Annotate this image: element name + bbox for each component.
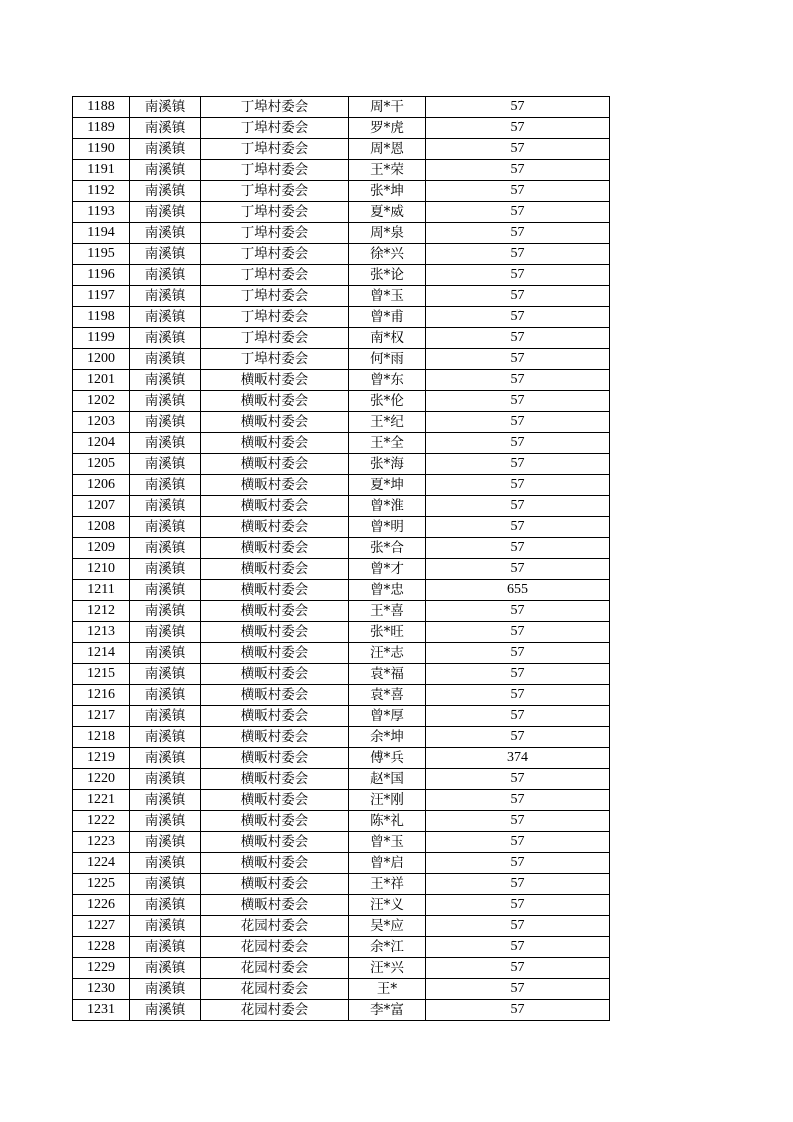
- row-number: 1217: [73, 706, 130, 727]
- town-cell: 南溪镇: [130, 244, 201, 265]
- village-cell: 横畈村委会: [201, 496, 349, 517]
- amount-cell: 57: [426, 118, 610, 139]
- person-name-cell: 曾*启: [349, 853, 426, 874]
- table-row: [73, 664, 610, 685]
- village-cell: 丁埠村委会: [201, 118, 349, 139]
- amount-cell: 374: [426, 748, 610, 769]
- town-cell: 南溪镇: [130, 937, 201, 958]
- town-cell: 南溪镇: [130, 349, 201, 370]
- row-number: 1191: [73, 160, 130, 181]
- village-cell: 横畈村委会: [201, 601, 349, 622]
- row-number: 1207: [73, 496, 130, 517]
- town-cell: 南溪镇: [130, 979, 201, 1000]
- row-number: 1230: [73, 979, 130, 1000]
- row-number: 1219: [73, 748, 130, 769]
- row-number: 1194: [73, 223, 130, 244]
- person-name-cell: 王*纪: [349, 412, 426, 433]
- person-name-cell: 王*全: [349, 433, 426, 454]
- table-row: [73, 1000, 610, 1021]
- town-cell: 南溪镇: [130, 454, 201, 475]
- row-number: 1190: [73, 139, 130, 160]
- table-row: [73, 307, 610, 328]
- town-cell: 南溪镇: [130, 202, 201, 223]
- row-number: 1206: [73, 475, 130, 496]
- person-name-cell: 汪*义: [349, 895, 426, 916]
- amount-cell: 57: [426, 202, 610, 223]
- table-row: [73, 412, 610, 433]
- town-cell: 南溪镇: [130, 328, 201, 349]
- table-row: [73, 979, 610, 1000]
- person-name-cell: 张*论: [349, 265, 426, 286]
- amount-cell: 57: [426, 454, 610, 475]
- table-row: [73, 97, 610, 118]
- table-row: [73, 370, 610, 391]
- amount-cell: 57: [426, 139, 610, 160]
- row-number: 1189: [73, 118, 130, 139]
- town-cell: 南溪镇: [130, 118, 201, 139]
- amount-cell: 57: [426, 244, 610, 265]
- village-cell: 丁埠村委会: [201, 181, 349, 202]
- amount-cell: 57: [426, 538, 610, 559]
- amount-cell: 57: [426, 307, 610, 328]
- row-number: 1204: [73, 433, 130, 454]
- table-row: [73, 916, 610, 937]
- village-cell: 横畈村委会: [201, 475, 349, 496]
- amount-cell: 57: [426, 790, 610, 811]
- town-cell: 南溪镇: [130, 769, 201, 790]
- person-name-cell: 余*江: [349, 937, 426, 958]
- town-cell: 南溪镇: [130, 496, 201, 517]
- amount-cell: 57: [426, 916, 610, 937]
- amount-cell: 57: [426, 475, 610, 496]
- amount-cell: 57: [426, 160, 610, 181]
- village-cell: 横畈村委会: [201, 517, 349, 538]
- town-cell: 南溪镇: [130, 622, 201, 643]
- town-cell: 南溪镇: [130, 160, 201, 181]
- amount-cell: 57: [426, 664, 610, 685]
- person-name-cell: 曾*厚: [349, 706, 426, 727]
- table-row: [73, 601, 610, 622]
- amount-cell: 57: [426, 496, 610, 517]
- amount-cell: 57: [426, 97, 610, 118]
- town-cell: 南溪镇: [130, 1000, 201, 1021]
- table-row: [73, 160, 610, 181]
- town-cell: 南溪镇: [130, 727, 201, 748]
- town-cell: 南溪镇: [130, 97, 201, 118]
- person-name-cell: 王*: [349, 979, 426, 1000]
- person-name-cell: 袁*喜: [349, 685, 426, 706]
- village-cell: 丁埠村委会: [201, 97, 349, 118]
- row-number: 1192: [73, 181, 130, 202]
- amount-cell: 57: [426, 853, 610, 874]
- person-name-cell: 王*荣: [349, 160, 426, 181]
- row-number: 1211: [73, 580, 130, 601]
- town-cell: 南溪镇: [130, 139, 201, 160]
- town-cell: 南溪镇: [130, 307, 201, 328]
- town-cell: 南溪镇: [130, 832, 201, 853]
- amount-cell: 57: [426, 559, 610, 580]
- row-number: 1202: [73, 391, 130, 412]
- town-cell: 南溪镇: [130, 874, 201, 895]
- amount-cell: 57: [426, 601, 610, 622]
- town-cell: 南溪镇: [130, 706, 201, 727]
- person-name-cell: 陈*礼: [349, 811, 426, 832]
- village-cell: 横畈村委会: [201, 664, 349, 685]
- table-row: [73, 580, 610, 601]
- row-number: 1221: [73, 790, 130, 811]
- amount-cell: 57: [426, 181, 610, 202]
- village-cell: 丁埠村委会: [201, 202, 349, 223]
- row-number: 1227: [73, 916, 130, 937]
- person-name-cell: 张*合: [349, 538, 426, 559]
- person-name-cell: 南*权: [349, 328, 426, 349]
- village-cell: 丁埠村委会: [201, 244, 349, 265]
- table-body: [73, 97, 610, 1021]
- amount-cell: 57: [426, 412, 610, 433]
- town-cell: 南溪镇: [130, 748, 201, 769]
- village-cell: 花园村委会: [201, 937, 349, 958]
- person-name-cell: 汪*兴: [349, 958, 426, 979]
- amount-cell: 57: [426, 643, 610, 664]
- village-cell: 横畈村委会: [201, 454, 349, 475]
- table-row: [73, 181, 610, 202]
- person-name-cell: 曾*东: [349, 370, 426, 391]
- amount-cell: 655: [426, 580, 610, 601]
- person-name-cell: 汪*志: [349, 643, 426, 664]
- row-number: 1188: [73, 97, 130, 118]
- row-number: 1215: [73, 664, 130, 685]
- row-number: 1223: [73, 832, 130, 853]
- row-number: 1218: [73, 727, 130, 748]
- town-cell: 南溪镇: [130, 664, 201, 685]
- person-name-cell: 王*喜: [349, 601, 426, 622]
- amount-cell: 57: [426, 958, 610, 979]
- table-row: [73, 265, 610, 286]
- person-name-cell: 汪*刚: [349, 790, 426, 811]
- village-cell: 横畈村委会: [201, 685, 349, 706]
- table-row: [73, 874, 610, 895]
- row-number: 1205: [73, 454, 130, 475]
- person-name-cell: 张*旺: [349, 622, 426, 643]
- amount-cell: 57: [426, 685, 610, 706]
- village-cell: 丁埠村委会: [201, 160, 349, 181]
- village-cell: 横畈村委会: [201, 433, 349, 454]
- row-number: 1212: [73, 601, 130, 622]
- row-number: 1198: [73, 307, 130, 328]
- village-cell: 横畈村委会: [201, 706, 349, 727]
- town-cell: 南溪镇: [130, 433, 201, 454]
- person-name-cell: 何*雨: [349, 349, 426, 370]
- amount-cell: 57: [426, 349, 610, 370]
- town-cell: 南溪镇: [130, 265, 201, 286]
- amount-cell: 57: [426, 811, 610, 832]
- table-row: [73, 748, 610, 769]
- row-number: 1222: [73, 811, 130, 832]
- town-cell: 南溪镇: [130, 811, 201, 832]
- table-row: [73, 727, 610, 748]
- table-row: [73, 391, 610, 412]
- town-cell: 南溪镇: [130, 517, 201, 538]
- row-number: 1196: [73, 265, 130, 286]
- town-cell: 南溪镇: [130, 958, 201, 979]
- person-name-cell: 曾*忠: [349, 580, 426, 601]
- person-name-cell: 周*干: [349, 97, 426, 118]
- table-row: [73, 118, 610, 139]
- row-number: 1213: [73, 622, 130, 643]
- amount-cell: 57: [426, 433, 610, 454]
- village-cell: 丁埠村委会: [201, 328, 349, 349]
- person-name-cell: 吴*应: [349, 916, 426, 937]
- person-name-cell: 赵*国: [349, 769, 426, 790]
- table-row: [73, 517, 610, 538]
- village-cell: 横畈村委会: [201, 811, 349, 832]
- town-cell: 南溪镇: [130, 538, 201, 559]
- village-cell: 花园村委会: [201, 1000, 349, 1021]
- table-row: [73, 643, 610, 664]
- subsidy-table: [72, 96, 610, 1021]
- row-number: 1225: [73, 874, 130, 895]
- table-row: [73, 328, 610, 349]
- table-row: [73, 790, 610, 811]
- village-cell: 横畈村委会: [201, 790, 349, 811]
- person-name-cell: 李*富: [349, 1000, 426, 1021]
- amount-cell: 57: [426, 517, 610, 538]
- town-cell: 南溪镇: [130, 181, 201, 202]
- town-cell: 南溪镇: [130, 853, 201, 874]
- amount-cell: 57: [426, 286, 610, 307]
- table-row: [73, 853, 610, 874]
- town-cell: 南溪镇: [130, 790, 201, 811]
- village-cell: 横畈村委会: [201, 853, 349, 874]
- person-name-cell: 罗*虎: [349, 118, 426, 139]
- table-row: [73, 811, 610, 832]
- village-cell: 横畈村委会: [201, 748, 349, 769]
- person-name-cell: 张*海: [349, 454, 426, 475]
- row-number: 1199: [73, 328, 130, 349]
- row-number: 1193: [73, 202, 130, 223]
- table-row: [73, 706, 610, 727]
- table-row: [73, 433, 610, 454]
- row-number: 1220: [73, 769, 130, 790]
- amount-cell: 57: [426, 370, 610, 391]
- table-row: [73, 496, 610, 517]
- town-cell: 南溪镇: [130, 601, 201, 622]
- row-number: 1228: [73, 937, 130, 958]
- row-number: 1195: [73, 244, 130, 265]
- village-cell: 丁埠村委会: [201, 307, 349, 328]
- person-name-cell: 曾*甫: [349, 307, 426, 328]
- village-cell: 花园村委会: [201, 916, 349, 937]
- town-cell: 南溪镇: [130, 286, 201, 307]
- person-name-cell: 余*坤: [349, 727, 426, 748]
- row-number: 1231: [73, 1000, 130, 1021]
- village-cell: 横畈村委会: [201, 832, 349, 853]
- person-name-cell: 周*泉: [349, 223, 426, 244]
- amount-cell: 57: [426, 328, 610, 349]
- row-number: 1229: [73, 958, 130, 979]
- person-name-cell: 夏*坤: [349, 475, 426, 496]
- town-cell: 南溪镇: [130, 559, 201, 580]
- village-cell: 横畈村委会: [201, 559, 349, 580]
- table-row: [73, 958, 610, 979]
- town-cell: 南溪镇: [130, 223, 201, 244]
- town-cell: 南溪镇: [130, 916, 201, 937]
- table-row: [73, 223, 610, 244]
- village-cell: 横畈村委会: [201, 769, 349, 790]
- row-number: 1216: [73, 685, 130, 706]
- amount-cell: 57: [426, 937, 610, 958]
- amount-cell: 57: [426, 391, 610, 412]
- amount-cell: 57: [426, 1000, 610, 1021]
- table-row: [73, 895, 610, 916]
- table-row: [73, 475, 610, 496]
- amount-cell: 57: [426, 832, 610, 853]
- village-cell: 横畈村委会: [201, 874, 349, 895]
- person-name-cell: 袁*福: [349, 664, 426, 685]
- person-name-cell: 曾*淮: [349, 496, 426, 517]
- village-cell: 丁埠村委会: [201, 349, 349, 370]
- village-cell: 横畈村委会: [201, 412, 349, 433]
- row-number: 1203: [73, 412, 130, 433]
- village-cell: 花园村委会: [201, 958, 349, 979]
- town-cell: 南溪镇: [130, 580, 201, 601]
- town-cell: 南溪镇: [130, 412, 201, 433]
- amount-cell: 57: [426, 223, 610, 244]
- table-row: [73, 286, 610, 307]
- village-cell: 丁埠村委会: [201, 265, 349, 286]
- person-name-cell: 曾*才: [349, 559, 426, 580]
- table-row: [73, 202, 610, 223]
- amount-cell: 57: [426, 727, 610, 748]
- village-cell: 横畈村委会: [201, 643, 349, 664]
- village-cell: 横畈村委会: [201, 370, 349, 391]
- table-row: [73, 244, 610, 265]
- amount-cell: 57: [426, 895, 610, 916]
- table-row: [73, 685, 610, 706]
- town-cell: 南溪镇: [130, 643, 201, 664]
- amount-cell: 57: [426, 874, 610, 895]
- amount-cell: 57: [426, 706, 610, 727]
- amount-cell: 57: [426, 265, 610, 286]
- person-name-cell: 张*坤: [349, 181, 426, 202]
- person-name-cell: 傅*兵: [349, 748, 426, 769]
- town-cell: 南溪镇: [130, 685, 201, 706]
- table-row: [73, 559, 610, 580]
- village-cell: 花园村委会: [201, 979, 349, 1000]
- village-cell: 横畈村委会: [201, 580, 349, 601]
- person-name-cell: 夏*威: [349, 202, 426, 223]
- table-row: [73, 937, 610, 958]
- village-cell: 丁埠村委会: [201, 139, 349, 160]
- person-name-cell: 徐*兴: [349, 244, 426, 265]
- town-cell: 南溪镇: [130, 475, 201, 496]
- village-cell: 横畈村委会: [201, 538, 349, 559]
- table-row: [73, 538, 610, 559]
- amount-cell: 57: [426, 979, 610, 1000]
- person-name-cell: 王*祥: [349, 874, 426, 895]
- table-row: [73, 454, 610, 475]
- town-cell: 南溪镇: [130, 391, 201, 412]
- village-cell: 横畈村委会: [201, 895, 349, 916]
- village-cell: 横畈村委会: [201, 622, 349, 643]
- row-number: 1200: [73, 349, 130, 370]
- person-name-cell: 周*恩: [349, 139, 426, 160]
- row-number: 1214: [73, 643, 130, 664]
- row-number: 1224: [73, 853, 130, 874]
- village-cell: 丁埠村委会: [201, 223, 349, 244]
- row-number: 1208: [73, 517, 130, 538]
- person-name-cell: 曾*玉: [349, 832, 426, 853]
- amount-cell: 57: [426, 769, 610, 790]
- person-name-cell: 曾*玉: [349, 286, 426, 307]
- town-cell: 南溪镇: [130, 370, 201, 391]
- table-row: [73, 139, 610, 160]
- table-row: [73, 832, 610, 853]
- row-number: 1226: [73, 895, 130, 916]
- row-number: 1209: [73, 538, 130, 559]
- table-row: [73, 622, 610, 643]
- table-row: [73, 769, 610, 790]
- person-name-cell: 张*伦: [349, 391, 426, 412]
- person-name-cell: 曾*明: [349, 517, 426, 538]
- amount-cell: 57: [426, 622, 610, 643]
- village-cell: 丁埠村委会: [201, 286, 349, 307]
- village-cell: 横畈村委会: [201, 727, 349, 748]
- village-cell: 横畈村委会: [201, 391, 349, 412]
- town-cell: 南溪镇: [130, 895, 201, 916]
- table-row: [73, 349, 610, 370]
- row-number: 1201: [73, 370, 130, 391]
- row-number: 1197: [73, 286, 130, 307]
- row-number: 1210: [73, 559, 130, 580]
